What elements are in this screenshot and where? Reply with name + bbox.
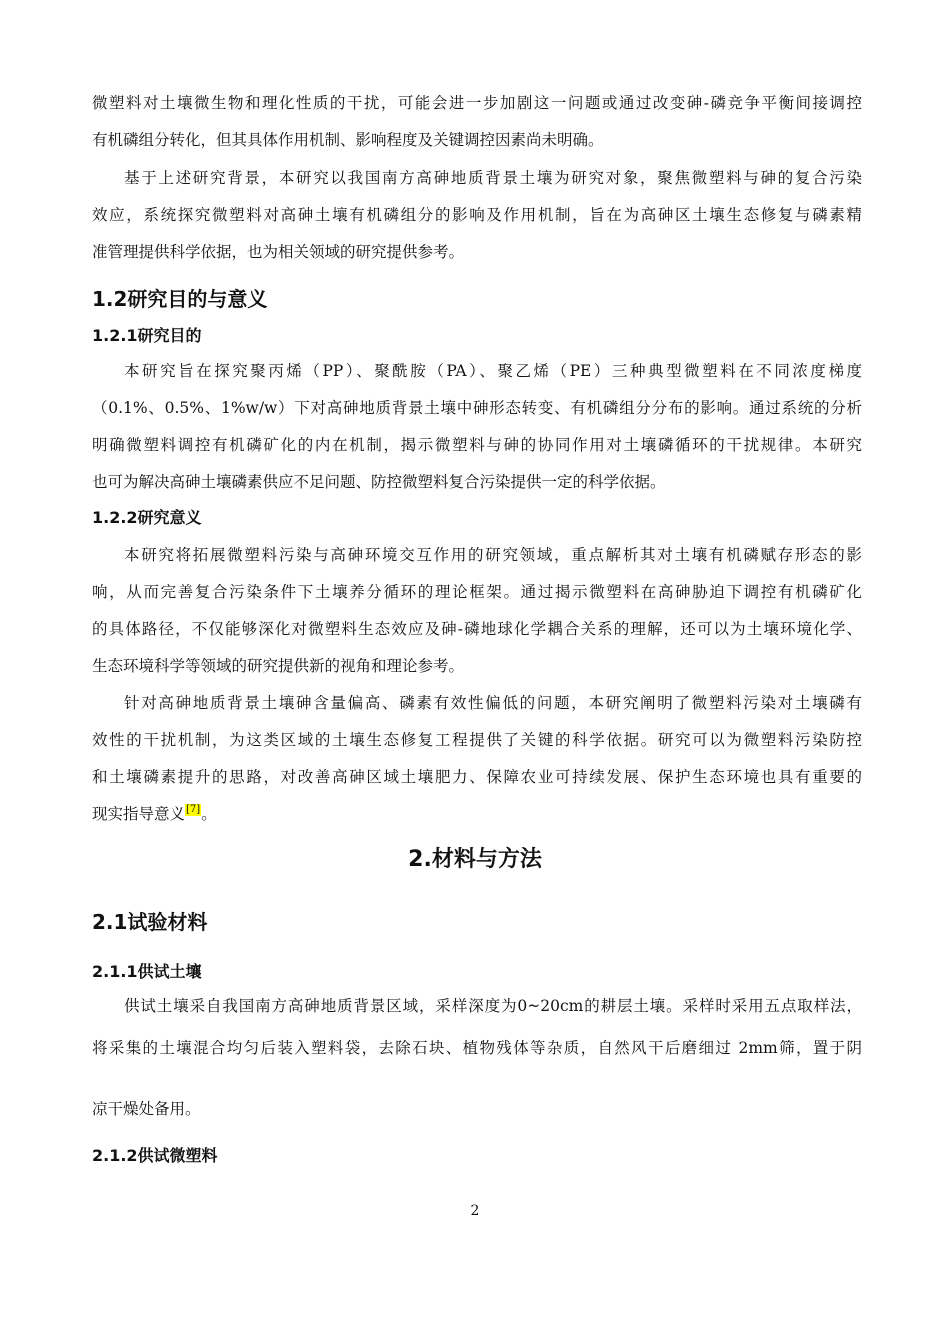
chapter-heading-2: 2.材料与方法: [408, 847, 542, 872]
background-line-1: 基于上述研究背景，本研究以我国南方高砷地质背景土壤为研究对象，聚焦微塑料与砷的复合污染: [124, 169, 862, 187]
page-number: 2: [470, 1203, 480, 1219]
purpose-line-4: 也可为解决高砷土壤磷素供应不足问题、防控微塑料复合污染提供一定的科学依据。: [92, 473, 666, 491]
intro-line-2: 有机磷组分转化，但其具体作用机制、影响程度及关键调控因素尚未明确。: [92, 131, 604, 149]
background-line-3: 准管理提供科学依据，也为相关领域的研究提供参考。: [92, 243, 465, 261]
section-heading-1-2-1: 1.2.1研究目的: [92, 326, 202, 345]
purpose-line-3: 明确微塑料调控有机磷矿化的内在机制，揭示微塑料与砷的协同作用对土壤磷循环的干扰规律。本研究: [92, 436, 862, 454]
section-heading-1-2-2: 1.2.2研究意义: [92, 508, 202, 527]
section-heading-2-1-1: 2.1.1供试土壤: [92, 962, 202, 981]
significance-p2-line-4: [92, 804, 862, 824]
section-heading-2-1-2: 2.1.2供试微塑料: [92, 1146, 218, 1165]
soil-line-3: 凉干燥处备用。: [92, 1100, 201, 1118]
purpose-line-1: 本研究旨在探究聚丙烯（PP）、聚酰胺（PA）、聚乙烯（PE）三种典型微塑料在不同浓度梯度: [124, 362, 862, 380]
significance-p2-line-2: 效性的干扰机制，为这类区域的土壤生态修复工程提供了关键的科学依据。研究可以为微塑料污染防控: [92, 731, 862, 749]
intro-line-1: 微塑料对土壤微生物和理化性质的干扰，可能会进一步加剧这一问题或通过改变砷-磷竞争平衡间接调控: [92, 94, 862, 112]
last-line-text: 现实指导意义: [92, 805, 186, 823]
citation-link[interactable]: [7]: [186, 804, 201, 815]
section-heading-2-1: 2.1试验材料: [92, 910, 208, 934]
soil-line-1: 供试土壤采自我国南方高砷地质背景区域，采样深度为0~20cm的耕层土壤。采样时采用五点取样法，: [124, 997, 862, 1015]
significance-p1-line-4: 生态环境科学等领域的研究提供新的视角和理论参考。: [92, 657, 465, 675]
purpose-line-2: （0.1%、0.5%、1%w/w）下对高砷地质背景土壤中砷形态转变、有机磷组分分布的影响。通过系统的分析: [92, 399, 862, 417]
section-heading-1-2: 1.2研究目的与意义: [92, 287, 268, 311]
significance-p2-line-1: 针对高砷地质背景土壤砷含量偏高、磷素有效性偏低的问题，本研究阐明了微塑料污染对土壤磷有: [124, 694, 862, 712]
background-line-2: 效应，系统探究微塑料对高砷土壤有机磷组分的影响及作用机制，旨在为高砷区土壤生态修复与磷素精: [92, 206, 862, 224]
significance-p1-line-2: 响，从而完善复合污染条件下土壤养分循环的理论框架。通过揭示微塑料在高砷胁迫下调控有机磷矿化: [92, 583, 862, 601]
significance-p1-line-1: 本研究将拓展微塑料污染与高砷环境交互作用的研究领域，重点解析其对土壤有机磷赋存形态的影: [124, 546, 862, 564]
last-line-end: 。: [201, 805, 217, 823]
significance-p2-line-3: 和土壤磷素提升的思路，对改善高砷区域土壤肥力、保障农业可持续发展、保护生态环境也具有重要的: [92, 768, 862, 786]
significance-p1-line-3: 的具体路径，不仅能够深化对微塑料生态效应及砷-磷地球化学耦合关系的理解，还可以为土壤环境化学、: [92, 620, 862, 638]
soil-line-2: 将采集的土壤混合均匀后装入塑料袋，去除石块、植物残体等杂质，自然风干后磨细过 2mm筛，置于阴: [92, 1039, 862, 1057]
